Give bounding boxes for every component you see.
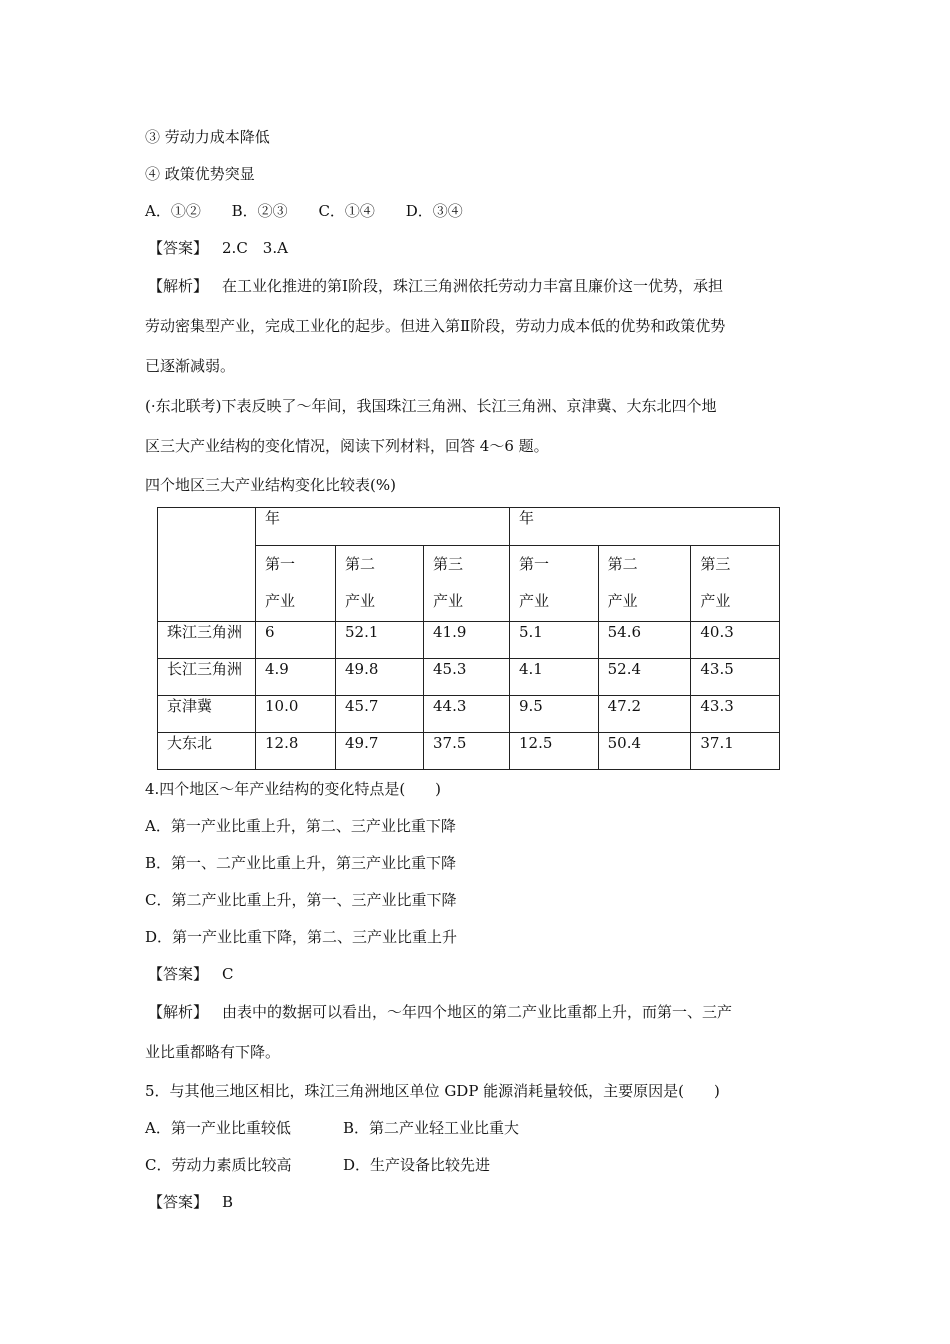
- region-cell: 京津冀: [158, 696, 256, 733]
- value-cell: 54.6: [598, 622, 691, 659]
- analysis-1-line-1: 【解析】 在工业化推进的第Ⅰ阶段，珠江三角洲依托劳动力丰富且廉价这一优势，承担: [148, 277, 723, 295]
- q5-choice-a: A．第一产业比重较低: [145, 1119, 291, 1137]
- value-cell: 49.7: [336, 733, 424, 770]
- choice-d: D．③④: [405, 202, 463, 220]
- value-cell: 43.3: [691, 696, 780, 733]
- answer-text: 2.C 3.A: [222, 239, 288, 257]
- value-cell: 52.4: [598, 659, 691, 696]
- value-cell: 49.8: [336, 659, 424, 696]
- q4-choice-b: B．第一、二产业比重上升，第三产业比重下降: [145, 854, 457, 872]
- value-cell: 6: [256, 622, 336, 659]
- value-cell: 10.0: [256, 696, 336, 733]
- value-cell: 12.8: [256, 733, 336, 770]
- answer-text: B: [222, 1193, 234, 1211]
- analysis-2-line-1: 【解析】 由表中的数据可以看出，～年四个地区的第二产业比重都上升，而第一、三产: [148, 1003, 733, 1021]
- q5-stem: 5．与其他三地区相比，珠江三角洲地区单位 GDP 能源消耗量较低，主要原因是( ): [145, 1082, 720, 1100]
- header-primary-1: 第一 产业: [256, 546, 336, 622]
- option-3: ③ 劳动力成本降低: [145, 128, 270, 146]
- option-4: ④ 政策优势突显: [145, 165, 255, 183]
- value-cell: 37.5: [424, 733, 510, 770]
- value-cell: 40.3: [691, 622, 780, 659]
- analysis-1-line-2: 劳动密集型产业，完成工业化的起步。但进入第Ⅱ阶段，劳动力成本低的优势和政策优势: [145, 317, 726, 335]
- choice-c: C．①④: [318, 202, 375, 220]
- q3-choices: [145, 201, 463, 221]
- value-cell: 44.3: [424, 696, 510, 733]
- answer-2: [148, 964, 234, 984]
- value-cell: 4.9: [256, 659, 336, 696]
- region-cell: 珠江三角洲: [158, 622, 256, 659]
- choice-b: B．②③: [231, 202, 288, 220]
- table-corner-cell: [158, 508, 256, 622]
- answer-text: C: [222, 965, 234, 983]
- answer-label: 【答案】: [148, 965, 209, 983]
- q5-choice-b: B．第二产业轻工业比重大: [343, 1119, 520, 1137]
- header-secondary-1: 第二 产业: [336, 546, 424, 622]
- header-tertiary-1: 第三 产业: [424, 546, 510, 622]
- table-row: [158, 659, 780, 696]
- header-primary-2: 第一 产业: [510, 546, 599, 622]
- value-cell: 43.5: [691, 659, 780, 696]
- header-tertiary-2: 第三 产业: [691, 546, 780, 622]
- answer-label: 【答案】: [148, 239, 209, 257]
- region-cell: 大东北: [158, 733, 256, 770]
- q5-choice-d: D．生产设备比较先进: [343, 1156, 491, 1174]
- choice-a: A．①②: [145, 202, 201, 220]
- analysis-2-line-2: 业比重都略有下降。: [145, 1043, 281, 1061]
- value-cell: 50.4: [598, 733, 691, 770]
- industry-structure-table: [157, 507, 780, 770]
- year-label-1: 年: [256, 508, 510, 546]
- intro-line-2: 区三大产业结构的变化情况，阅读下列材料，回答 4～6 题。: [145, 437, 549, 455]
- year-label-2: 年: [510, 508, 780, 546]
- answer-label: 【答案】: [148, 1193, 209, 1211]
- analysis-label: 【解析】: [148, 277, 209, 295]
- value-cell: 37.1: [691, 733, 780, 770]
- table-title: 四个地区三大产业结构变化比较表(%): [145, 476, 396, 494]
- intro-line-1: (·东北联考)下表反映了～年间，我国珠江三角洲、长江三角洲、京津冀、大东北四个地: [145, 397, 717, 415]
- value-cell: 41.9: [424, 622, 510, 659]
- value-cell: 47.2: [598, 696, 691, 733]
- answer-1: [148, 238, 288, 258]
- value-cell: 52.1: [336, 622, 424, 659]
- q4-choice-d: D．第一产业比重下降，第二、三产业比重上升: [145, 928, 458, 946]
- table-year-row: [158, 508, 780, 546]
- value-cell: 5.1: [510, 622, 599, 659]
- value-cell: 4.1: [510, 659, 599, 696]
- q4-choice-a: A．第一产业比重上升，第二、三产业比重下降: [145, 817, 456, 835]
- q5-choice-c: C．劳动力素质比较高: [145, 1156, 292, 1174]
- analysis-1-line-3: 已逐渐减弱。: [145, 357, 236, 375]
- table-row: [158, 733, 780, 770]
- value-cell: 12.5: [510, 733, 599, 770]
- table-row: [158, 696, 780, 733]
- header-secondary-2: 第二 产业: [598, 546, 691, 622]
- q4-choice-c: C．第二产业比重上升，第一、三产业比重下降: [145, 891, 457, 909]
- value-cell: 45.3: [424, 659, 510, 696]
- q4-stem: 4.四个地区～年产业结构的变化特点是( ): [145, 780, 442, 798]
- table-row: [158, 622, 780, 659]
- value-cell: 9.5: [510, 696, 599, 733]
- q5-choices-row-2: [145, 1155, 490, 1175]
- answer-3: [148, 1192, 233, 1212]
- value-cell: 45.7: [336, 696, 424, 733]
- region-cell: 长江三角洲: [158, 659, 256, 696]
- analysis-label: 【解析】: [148, 1003, 209, 1021]
- q5-choices-row-1: [145, 1118, 519, 1138]
